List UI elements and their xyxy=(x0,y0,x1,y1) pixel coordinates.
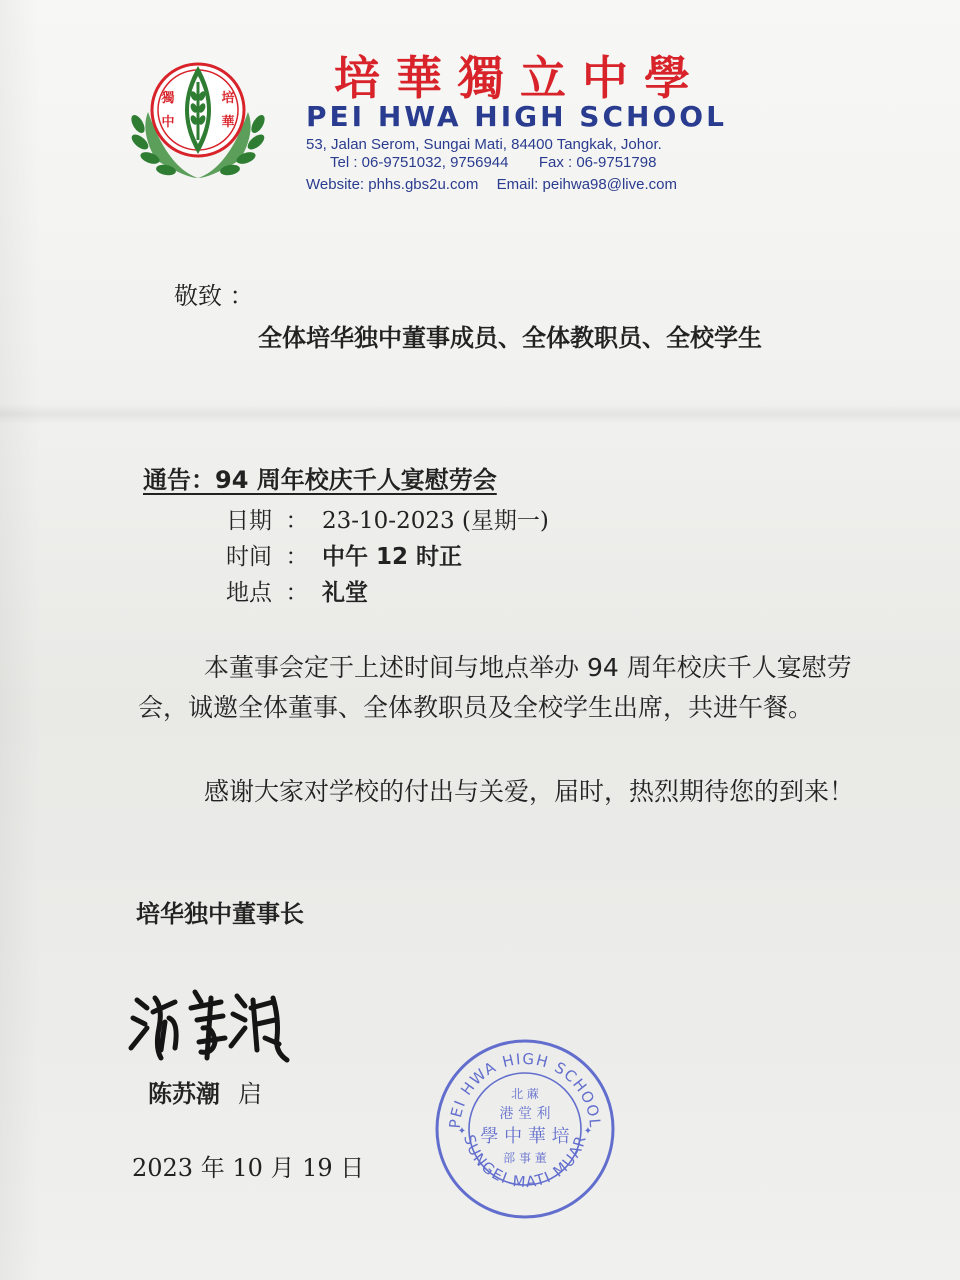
svg-text:培: 培 xyxy=(221,91,235,106)
paper-fold xyxy=(0,404,960,424)
email: Email: peihwa98@live.com xyxy=(496,176,677,193)
svg-text:部 事 董: 部 事 董 xyxy=(503,1151,547,1165)
letter-date: 2023 年 10 月 19 日 xyxy=(132,1154,365,1182)
school-name-chinese: 培華獨立中學 xyxy=(334,51,706,105)
svg-text:華: 華 xyxy=(221,115,235,130)
paragraph-text: 感谢大家对学校的付出与关爱，届时，热烈期待您的到来！ xyxy=(204,777,855,806)
svg-text:港 堂 利: 港 堂 利 xyxy=(499,1106,551,1122)
school-contact-web xyxy=(306,176,677,193)
signatory-title: 培华独中董事长 xyxy=(136,900,304,928)
detail-label: 时间 xyxy=(226,544,272,570)
signer-suffix: 启 xyxy=(238,1080,262,1108)
detail-date xyxy=(226,502,549,535)
telephone: Tel : 06-9751032, 9756944 xyxy=(330,154,509,171)
detail-value: 23-10-2023 (星期一) xyxy=(322,508,549,534)
signer: 陈苏潮 xyxy=(148,1080,220,1108)
detail-value: 礼堂 xyxy=(322,580,368,606)
svg-text:中: 中 xyxy=(161,115,175,130)
svg-text:獨: 獨 xyxy=(161,91,175,106)
signatory-name xyxy=(148,1074,262,1109)
page-shadow xyxy=(0,0,40,1280)
official-stamp xyxy=(432,1036,618,1222)
detail-label: 日期 xyxy=(226,508,272,534)
paragraph-text: 本董事会定于上述时间与地点举办 94 周年校庆千人宴慰劳会，诚邀全体董事、全体教职员及全校学生出席，共进午餐。 xyxy=(138,653,852,722)
school-contact-phone xyxy=(330,154,656,171)
svg-text:✦: ✦ xyxy=(457,1126,467,1137)
notice-title: 通告：94 周年校庆千人宴慰劳会 xyxy=(143,466,497,494)
svg-text:北 蔴: 北 蔴 xyxy=(511,1087,539,1101)
handwritten-signature xyxy=(125,978,295,1068)
svg-text:SUNGEI MATI MUAR: SUNGEI MATI MUAR xyxy=(460,1132,591,1192)
fax: Fax : 06-9751798 xyxy=(538,154,657,171)
detail-label: 地点 xyxy=(226,580,272,606)
detail-venue xyxy=(226,574,368,607)
detail-value: 中午 12 时正 xyxy=(322,544,463,570)
school-address: 53, Jalan Serom, Sungai Mati, 84400 Tangkak, Johor. xyxy=(306,136,662,153)
svg-text:PEI HWA HIGH SCHOOL: PEI HWA HIGH SCHOOL xyxy=(445,1049,605,1130)
detail-separator: ： xyxy=(285,508,309,534)
school-name-english: PEI HWA HIGH SCHOOL xyxy=(306,100,727,133)
detail-separator: ： xyxy=(285,544,309,570)
detail-separator: ： xyxy=(285,580,309,606)
recipients: 全体培华独中董事成员、全体教职员、全校学生 xyxy=(258,324,762,352)
website: Website: phhs.gbs2u.com xyxy=(306,176,479,193)
body-paragraph-2 xyxy=(138,772,878,812)
school-logo xyxy=(128,52,268,180)
body-paragraph-1 xyxy=(138,648,878,728)
svg-text:✦: ✦ xyxy=(583,1126,593,1137)
svg-text:學 中 華 培: 學 中 華 培 xyxy=(480,1126,570,1147)
salutation-label: 敬致 ： xyxy=(174,282,254,310)
detail-time xyxy=(226,538,462,571)
